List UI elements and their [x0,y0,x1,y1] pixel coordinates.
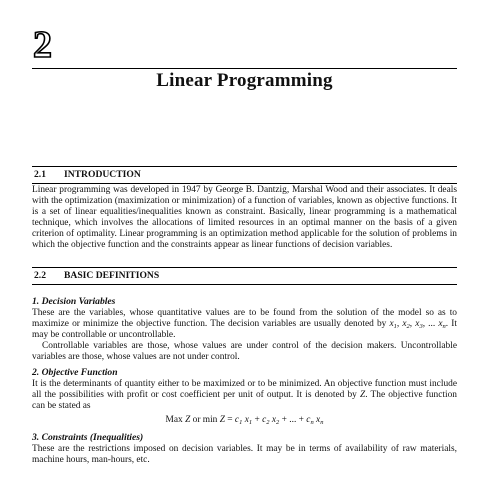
definition-heading-objective-function: 2. Objective Function [32,367,118,378]
constraints-paragraph: These are the restrictions imposed on decision variables. It may be in terms of availability of raw materials, machine hours, man-hours, etc. [32,444,457,465]
objective-function-text-end: . The objective function can be stated as [32,390,457,411]
section-number: 2.1 [34,169,46,180]
controllable-variables-paragraph: Controllable variables are those, whose values are under control of the decision makers. Uncontrollable variables are those, whose values are not under control. [32,341,457,362]
section-number: 2.2 [34,270,46,281]
section-heading-introduction [32,166,457,184]
introduction-paragraph: Linear programming was developed in 1947 by George B. Dantzig, Marshal Wood and their associates. It deals with the optimization (maximization or minimization) of a function of variables, known as objective functions. It is a set of linear equalities/inequalities known as constraint. Basically, linear programming is a mathematical technique, which involves the allocations of limited resources in an optimal manner on the basis of a given criterion of optimality. Linear programming is an optimization method applicable for the solution of problems in which the objective function and the constraints appear as linear functions of decision variables. [32,185,457,250]
objective-function-formula: Max Z or $\min Z = c_1$ $x_1 + c_2$ $x_2$ + ... + $c_n$ $x_n$ [165,415,324,426]
decision-variables-paragraph [32,308,457,341]
objective-function-text: It is the determinants of quantity either to be maximized or to be minimized. An objective function must include all the possibilities with profit or cost coefficient per unit of output. It is denoted by [32,379,457,400]
chapter-title: Linear Programming [156,70,333,91]
section-title: INTRODUCTION [64,169,141,180]
definition-heading-constraints: 3. Constraints (Inequalities) [32,432,144,443]
chapter-number: 2 [33,24,52,66]
objective-symbol: Z [359,390,366,400]
chapter-rule [32,68,457,69]
decision-variables-text: These are the variables, whose quantitative values are to be found from the solution of the model so as to maximize or minimize the objective function. The decision variables are usually denoted by [32,308,457,329]
objective-function-paragraph [32,379,457,412]
section-title: BASIC DEFINITIONS [64,270,160,281]
definition-heading-decision-variables: 1. Decision Variables [32,296,116,307]
decision-variables-text-end: . It may be controllable or uncontrollable. [32,319,457,340]
section-heading-basic-definitions [32,267,457,285]
decision-variables-symbols: $x_1$, $x_2$, $x_3$, ... $x_n$ [389,319,446,330]
